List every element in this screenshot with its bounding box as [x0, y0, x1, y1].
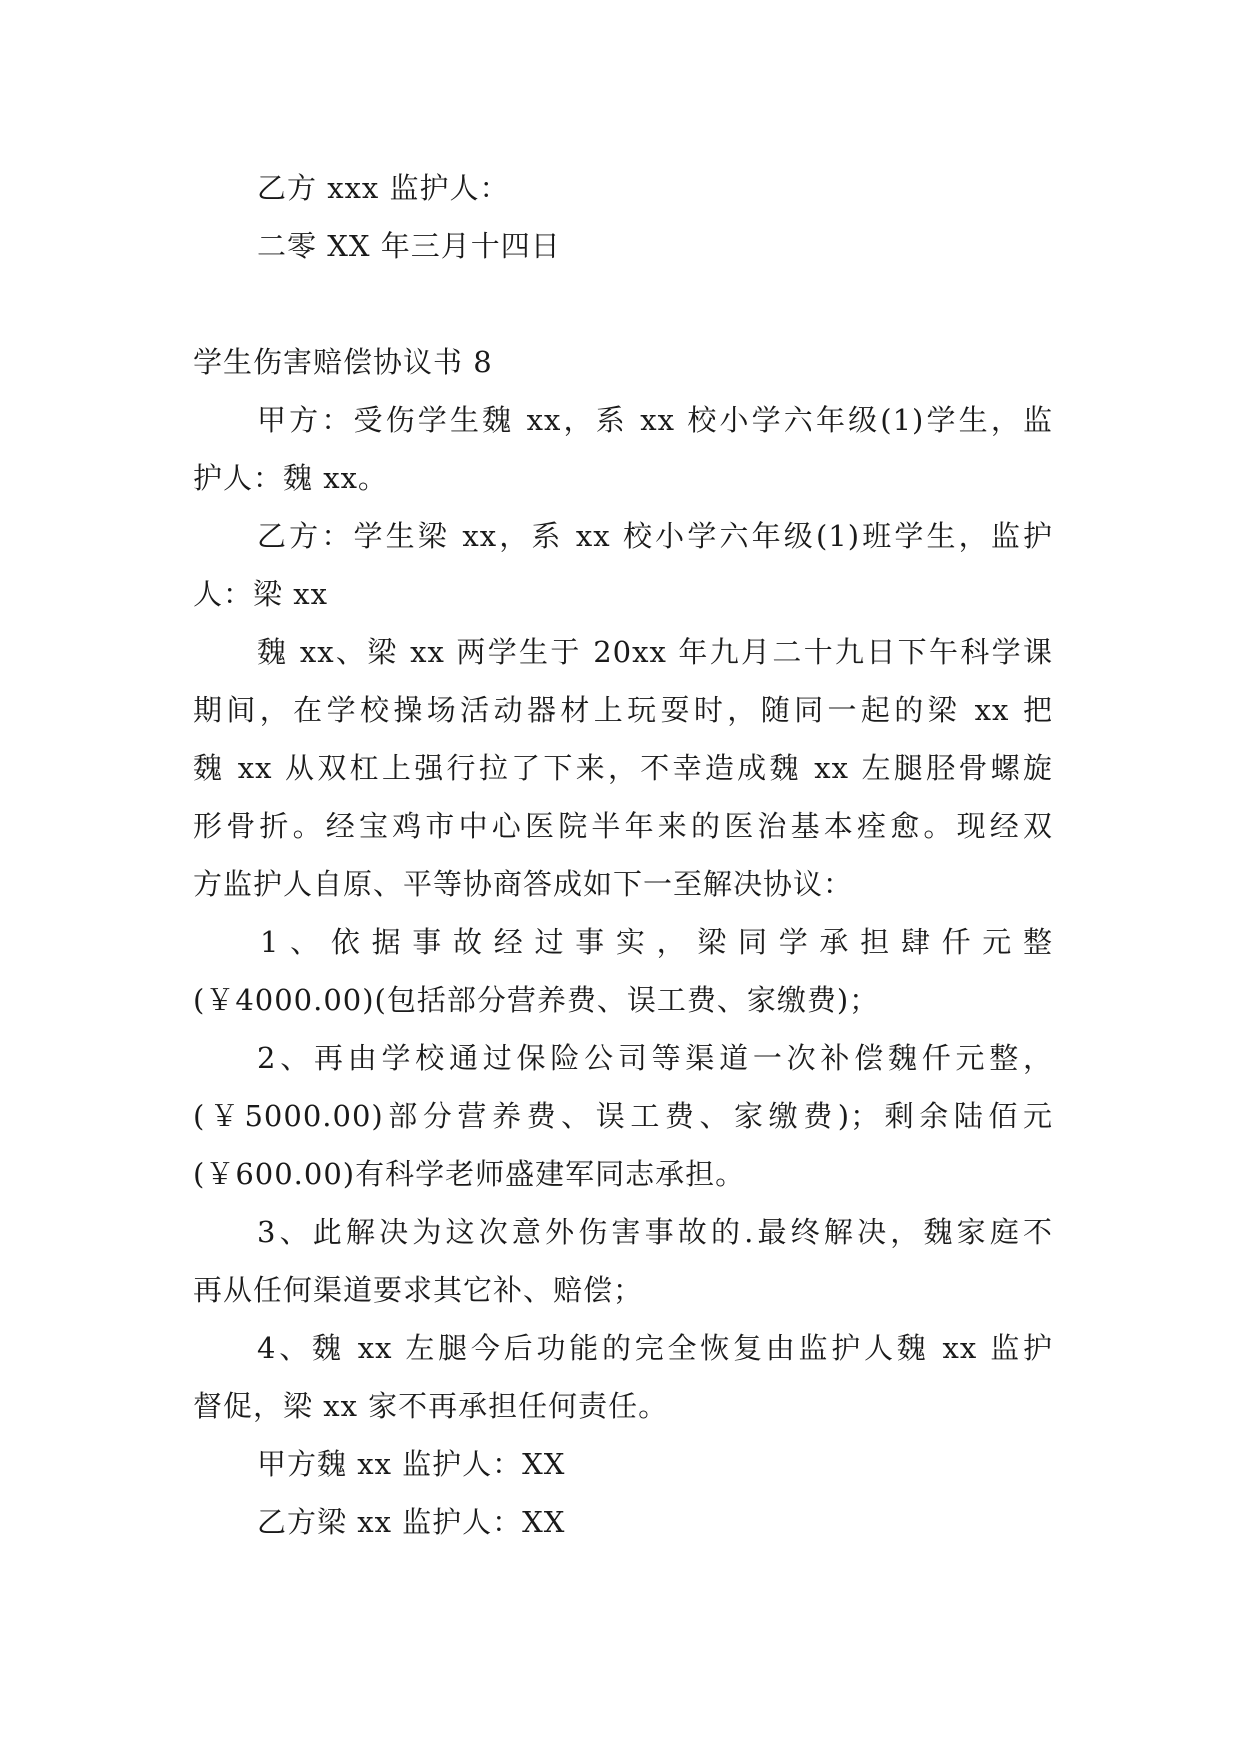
party-a-paragraph: 甲方：受伤学生魏 xx，系 xx 校小学六年级(1)学生，监 — [257, 403, 1053, 437]
signature-party-a: 甲方魏 xx 监护人：XX — [257, 1447, 566, 1481]
incident-paragraph-line-4: 形骨折。经宝鸡市中心医院半年来的医治基本痊愈。现经双 — [193, 809, 1053, 843]
clause-1-line-2: (￥4000.00)(包括部分营养费、误工费、家缴费)； — [193, 983, 880, 1017]
clause-1-line-1: 1、依据事故经过事实，梁同学承担肆仟元整 — [260, 925, 1053, 959]
clause-4-line-2: 督促，梁 xx 家不再承担任何责任。 — [193, 1389, 669, 1423]
signature-party-b: 乙方梁 xx 监护人：XX — [257, 1505, 566, 1539]
incident-paragraph-line-3: 魏 xx 从双杠上强行拉了下来，不幸造成魏 xx 左腿胫骨螺旋 — [193, 751, 1053, 785]
signature-line-party-b-top: 乙方 xxx 监护人： — [257, 171, 510, 205]
clause-4-line-1: 4、魏 xx 左腿今后功能的完全恢复由监护人魏 xx 监护 — [257, 1331, 1053, 1365]
clause-2-line-3: (￥600.00)有科学老师盛建军同志承担。 — [193, 1157, 746, 1191]
clause-3-line-2: 再从任何渠道要求其它补、赔偿； — [193, 1273, 644, 1307]
party-a-paragraph-cont: 护人：魏 xx。 — [193, 461, 388, 495]
date-line: 二零 XX 年三月十四日 — [257, 229, 561, 263]
document-title: 学生伤害赔偿协议书 8 — [193, 345, 493, 379]
party-b-paragraph-cont: 人：梁 xx — [193, 577, 328, 611]
incident-paragraph-line-1: 魏 xx、梁 xx 两学生于 20xx 年九月二十九日下午科学课 — [257, 635, 1053, 669]
clause-3-line-1: 3、此解决为这次意外伤害事故的.最终解决，魏家庭不 — [257, 1215, 1053, 1249]
clause-2-line-2: (￥5000.00)部分营养费、误工费、家缴费)；剩余陆佰元 — [193, 1099, 1053, 1133]
clause-2-line-1: 2、再由学校通过保险公司等渠道一次补偿魏仟元整， — [257, 1041, 1053, 1075]
incident-paragraph-line-5: 方监护人自原、平等协商答成如下一至解决协议： — [193, 867, 854, 901]
party-b-paragraph: 乙方：学生梁 xx，系 xx 校小学六年级(1)班学生，监护 — [257, 519, 1053, 553]
incident-paragraph-line-2: 期间，在学校操场活动器材上玩耍时，随同一起的梁 xx 把 — [193, 693, 1053, 727]
